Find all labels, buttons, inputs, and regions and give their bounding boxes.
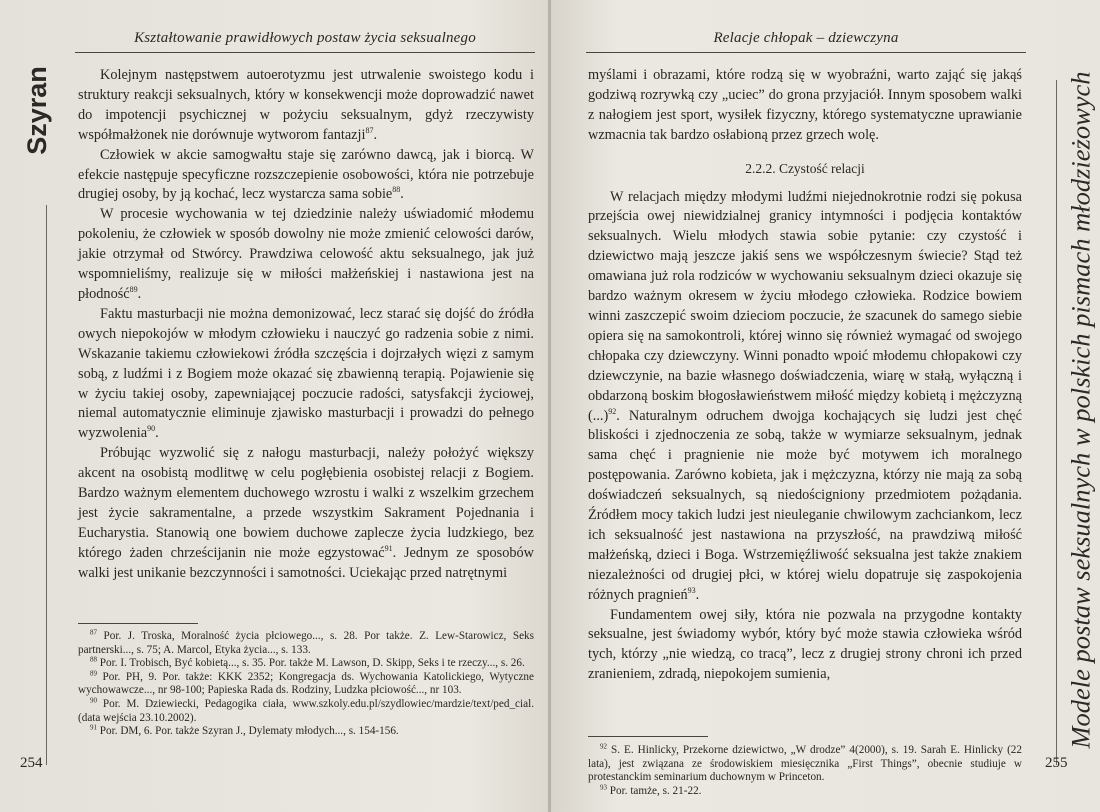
paragraph [78, 66, 534, 146]
footnote-text: Por. M. Dziewiecki, Pedagogika ciała, www.szkoly.edu.pl/szydlowiec/mardzie/text/ped_cial. (data wejścia 23.10.2002). [78, 697, 534, 724]
footnote [78, 725, 534, 739]
footnote-text: Por. I. Trobisch, Być kobietą..., s. 35. Por. także M. Lawson, D. Skipp, Seks i te rzeczy..., s. 26. [99, 657, 525, 670]
paragraph-text: Kolejnym następstwem autoerotyzmu jest utrwalenie swoistego kodu i struktury reakcji seksualnych, który w konsekwencji może doprowadzić nawet do impotencji psychicznej w pożyciu seksualnym, gdyż rzeczywisty współmałżonek nie dorównuje wytworom fantazji [78, 67, 534, 143]
head-rule [586, 52, 1026, 53]
paragraph-tail: . Jednym ze sposobów walki jest unikanie bezczynności i samotności. Uciekając przed natrętnymi [78, 544, 534, 581]
paragraph-text: Człowiek w akcie samogwałtu staje się zarówno dawcą, jak i biorcą. W efekcie następuje specyficzne rozszczepienie osobowości, która nie potrzebuje drugiej osoby, by ją kochać, lecz wystarcza sama sobie [78, 146, 534, 203]
footnote-number: 92 [600, 742, 607, 751]
footnote-rule [78, 623, 198, 624]
footnotes [588, 744, 1022, 798]
side-rule [1056, 80, 1057, 765]
footnote-number: 89 [90, 669, 97, 678]
left-page [0, 0, 549, 812]
head-rule [75, 52, 535, 53]
footnote [588, 744, 1022, 785]
footnote-text: Por. PH, 9. Por. także: KKK 2352; Kongregacja ds. Wychowania Katolickiego, Wytyczne wychowawcze..., nr 98-100; Papieska Rada ds. Rodziny, Ludzka płciowość..., nr 103. [78, 670, 534, 697]
footnote-number: 87 [90, 628, 97, 637]
footnote-ref: 87 [365, 125, 374, 135]
footnote-ref: 90 [147, 424, 156, 434]
footnote-number: 90 [90, 696, 97, 705]
footnote-number: 91 [90, 723, 97, 732]
footnote-text: Por. J. Troska, Moralność życia płciowego..., s. 28. Por także. Z. Lew-Starowicz, Seks partnerski..., s. 75; A. Marcol, Etyka życia..., s. 133. [78, 630, 534, 656]
page-number: 255 [1045, 755, 1068, 771]
body-text [78, 66, 534, 584]
paragraph-text: Fundamentem owej siły, która nie pozwala na przygodne kontakty seksualne, jest świadomy wybór, który być może stawia człowieka wśród tych, którzy „nie wiedzą, co tracą”, lecz z drugiej strony chroni ich przed zranieniem, zdradą, niepokojem sumienia, [588, 606, 1022, 683]
footnote-text: S. E. Hinlicky, Przekorne dziewictwo, „W drodze” 4(2000), s. 19. Sarah E. Hinlicky (22 lata), jest związana ze środowiskiem miesięcznika „First Things”, obecnie studiuje w protestanckim seminarium duchownym w Princeton. [588, 744, 1022, 784]
paragraph-text: W procesie wychowania w tej dziedzinie należy uświadomić młodemu pokoleniu, że człowiek w sposób dowolny nie może zmienić celowości darów, jakie otrzymał od Stwórcy. Prawdziwa celowość aktu seksualnego, jak już wspomnieliśmy, realizuje się w miłości małżeńskiej i nastawiona jest na płodność [78, 206, 534, 302]
paragraph-tail: . [400, 186, 404, 203]
footnote-rule [588, 736, 708, 737]
side-title [1061, 71, 1100, 749]
paragraph [78, 146, 534, 206]
footnote [78, 671, 534, 698]
side-rule [46, 205, 47, 765]
paragraph-text: Faktu masturbacji nie można demonizować, lecz starać się dojść do źródła owych niepokojów w młodym człowieku i nauczyć go radzenia sobie z nimi. Wskazanie takiemu człowiekowi źródła szczęścia i dojrzałych więzi z samym sobą, z ludźmi i z Bogiem może okazać się zbawienną terapią. Pojawienie się w życiu takiej osoby, zapewniającej poczucie radości, satysfakcji życiowej, niemal automatycznie eliminuje zjawisko masturbacji i prowadzi do pełnego wyzwolenia [78, 305, 534, 442]
footnote-number: 93 [600, 783, 607, 792]
footnote-text: Por. tamże, s. 21-22. [609, 784, 702, 797]
footnote [78, 630, 534, 657]
paragraph [78, 444, 534, 583]
footnote-ref: 93 [687, 585, 696, 595]
paragraph-text: Próbując wyzwolić się z nałogu masturbacji, należy położyć większy akcent na osobistą modlitwę w celu pogłębienia osobistej relacji z Bogiem. Bardzo ważnym elementem duchowego wzrostu i walki z wszelkim grzechem jest życie sakramentalne, a przede wszystkim Sakrament Pojednania i Eucharystia. Stanowią one bowiem duchowe zaplecze życia ludzkiego, bez którego żaden chrześcijanin nie może egzystować [78, 445, 534, 561]
side-author [2, 40, 72, 180]
paragraph: W relacjach między młodymi ludźmi niejednokrotnie rodzi się pokusa przejścia owej niewidzialnej granicy intymności i podjęcia kontaktów seksualnych. Wielu młodych stawia sobie pytanie: czy czystość i dziewictwo mają jeszcze jakiś sens we współczesnym świecie? Stąd też omawiana już rola rodziców w wychowaniu seksualnym dzieci okazuje się bardzo ważnym okresem w życiu młodego człowieka. Rodzice bowiem winni zaszczepić swoim dzieciom poczucie, że szacunek do samego siebie opiera się na samokontroli, której winno się również wymagać od swojego chłopaka czy dziewczyny. Winni ponadto wpoić młodemu chłopakowi czy dziewczynie, na bazie własnego doświadczenia, wiarę w stałą, wyłączną i obdarzoną boskim błogosławieństwem miłość między kobietą i mężczyzną (...)$^{92}$. Naturalnym odruchem dwojga kochających się ludzi jest chęć bliskości i zjednoczenia ze sobą, także w wymiarze seksualnym, jednak sama chęć i pragnienie nie może być motywem ich moralnego postępowania. Zarówno kobieta, jak i mężczyzna, którzy nie mają za sobą doświadczeń seksualnych, są niedościgniony przedmiotem pożądania. Źródłem mocy takich ludzi jest nieuleganie chwilowym zachciankom, lecz ich seksualność jest nastawiona na przyszłość, na prawdziwą miłość małżeńską, dzieci i Boga. Wstrzemięźliwość seksualna jest także znakiem niezależności od drugiej płci, w której wielu dopatruje się zaspokojenia różnych pragnień$^{93}$. [588, 188, 1022, 603]
running-head: Kształtowanie prawidłowych postaw życia seksualnego [134, 30, 476, 46]
footnote-number: 88 [90, 655, 97, 664]
paragraph-tail: . [155, 425, 159, 442]
body-text [588, 66, 1022, 685]
footnote-ref: 92 [608, 406, 617, 416]
paragraph [78, 305, 534, 444]
running-head: Relacje chłopak – dziewczyna [713, 30, 899, 46]
paragraph-tail: . [137, 285, 142, 302]
paragraph-text: W relacjach między młodymi ludźmi niejednokrotnie rodzi się pokusa przejścia owej niewidzialnej granicy intymności i podjęcia kontaktów seksualnych. Wielu młodych stawia sobie pytanie: czy czystość i dziewictwo mają jeszcze jakiś sens we współczesnym świecie? Stąd też omawiana już rola rodziców w wychowaniu seksualnym dzieci okazuje się bardzo ważnym okresem w życiu młodego człowieka. Rodzice bowiem winni zaszczepić swoim dzieciom poczucie, że szacunek do samego siebie opiera się na samokontroli, której winno się również wymagać od swojego chłopaka czy dziewczyny. Winni ponadto wpoić młodemu chłopakowi czy dziewczynie, na bazie własnego doświadczenia, wiarę w stałą, wyłączną i obdarzoną boskim błogosławieństwem miłość między kobietą i mężczyzną (...) [588, 188, 1022, 424]
footnote-text: Por. DM, 6. Por. także Szyran J., Dylematy młodych..., s. 154-156. [99, 725, 399, 738]
right-page [551, 0, 1100, 812]
page-number: 254 [20, 755, 43, 771]
paragraph [588, 606, 1022, 686]
footnotes [78, 630, 534, 739]
footnote [588, 785, 1022, 799]
footnote [78, 698, 534, 725]
footnote [78, 657, 534, 671]
side-author-label: Szyran [21, 65, 52, 155]
footnote-ref: 91 [384, 543, 393, 553]
bleed-through-text [40, 115, 70, 675]
paragraph: myślami i obrazami, które rodzą się w wyobraźni, warto zająć się jakąś godziwą rozrywką czy „uciec” do grona przyjaciół. Innym sposobem walki z nałogiem jest sport, wysiłek fizyczny, którego systematyczne uprawianie wzmacnia tak bardzo osłabioną przez grzech wolę. [588, 67, 1022, 143]
paragraph-tail: . Naturalnym odruchem dwojga kochających się ludzi jest chęć bliskości i zjednoczenia ze sobą, także w wymiarze seksualnym, jednak sama chęć i pragnienie nie może być motywem ich moralnego postępowania. Zarówno kobieta, jak i mężczyzna, którzy nie mają za sobą doświadczeń seksualnych, są niedościgniony przedmiotem pożądania. Źródłem mocy takich ludzi jest nieuleganie chwilowym zachciankom, lecz ich seksualność jest nastawiona na przyszłość, na prawdziwą miłość małżeńską, dzieci i Boga. Wstrzemięźliwość seksualna jest także znakiem niezależności od drugiej płci, w której wielu dopatruje się zaspokojenia różnych pragnień [588, 407, 1022, 603]
side-title-label: Modele postaw seksualnych w polskich pismach młodzieżowych [1065, 71, 1096, 749]
paragraph-tail: . [373, 126, 378, 143]
footnote-ref: 89 [129, 285, 138, 295]
footnote-ref: 88 [392, 185, 401, 195]
paragraph [78, 205, 534, 305]
section-title: 2.2.2. Czystość relacji [745, 160, 865, 176]
